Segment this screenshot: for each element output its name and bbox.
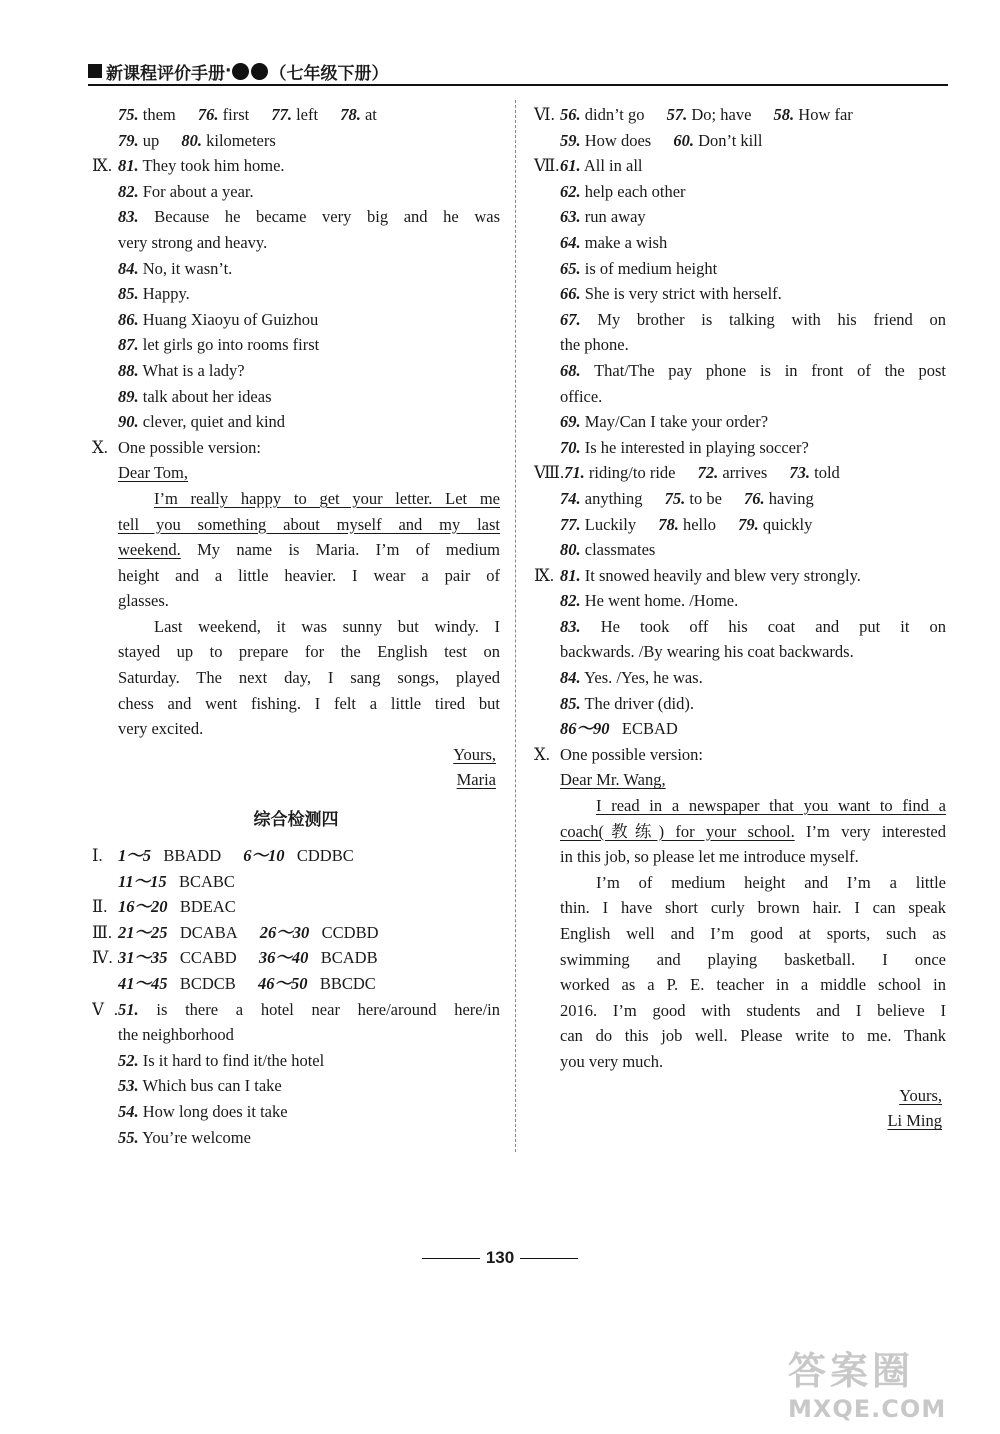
section-number: Ⅵ. [534,105,555,124]
answer-text: It snowed heavily and blew very strongly. [584,565,861,585]
letter-text: coach(教练) for your school. [560,821,795,841]
closing-text: Yours, [453,744,496,764]
question-number: 52. [118,1050,139,1070]
question-number: 53. [118,1076,139,1096]
question-number: 77. [560,514,581,534]
letter-line [92,691,500,717]
answer-text: Don’t kill [698,130,763,150]
question-number: 72. [697,463,719,483]
question-number: 70. [560,437,581,457]
question-range: 86～90 [560,719,610,739]
answer-line [92,971,500,997]
page-footer [0,1248,1000,1268]
letter-line [534,819,946,845]
left-column [92,102,500,1150]
letter-text: you very much. [560,1051,664,1071]
badge-icon [251,63,268,80]
letter-line [534,870,946,896]
answer-line [534,230,946,256]
answer-text: You’re welcome [142,1127,251,1147]
question-number: 56. [560,105,581,124]
question-number: 65. [560,258,581,278]
answer-line [534,691,946,717]
question-number: 60. [673,130,694,150]
question-number: 59. [560,130,581,150]
letter-text: stayed up to prepare for the English test on [118,642,500,662]
section-number: Ⅶ. [534,156,560,176]
answer-line [534,256,946,282]
answer-line [534,639,946,665]
section-title: 综合检测四 [253,810,339,831]
answer-text: May/Can I take your order? [584,412,769,432]
answer-line [534,588,946,614]
running-header [88,58,948,84]
answer-line [534,307,946,333]
answer-line [534,409,946,435]
answer-text: BCDCB [179,974,236,993]
answer-line [92,1048,500,1074]
answer-line [92,307,500,333]
answer-line [92,1022,500,1048]
letter-signature [534,1108,946,1134]
answer-text: up [142,130,160,150]
answer-text: BBCDC [319,974,376,993]
letter-text: swimming and playing basketball. I once [560,949,946,969]
question-range: 46～50 [257,974,308,993]
footer-ornament-left [422,1258,480,1259]
question-range: 11～15 [118,871,167,891]
letter-line [92,537,500,563]
answer-text: BCADB [320,948,378,968]
answer-text: at [364,105,377,124]
question-number: 86. [118,309,139,329]
letter-line [92,716,500,742]
section-number: Ⅷ. [534,463,565,483]
question-number: 76. [744,488,765,508]
section-number: Ⅳ. [92,948,113,968]
answer-text: arrives [722,463,768,483]
answer-line [534,179,946,205]
answer-text: CCDBD [321,922,379,942]
answer-text: the phone. [560,335,629,355]
answer-text: ECBAD [621,719,678,739]
letter-text: I’m really happy to get your letter. Let me [154,488,500,508]
question-number: 90. [118,412,139,432]
question-number: 79. [738,514,759,534]
answer-text: That/The pay phone is in front of the post [594,360,946,380]
question-number: 66. [560,284,581,304]
answer-line [534,512,946,538]
answer-line [92,843,500,869]
question-number: 89. [118,386,139,406]
letter-line [92,486,500,512]
answer-text: hello [682,514,716,534]
footer-ornament-right [520,1258,578,1259]
answer-text: All in all [583,156,643,176]
answer-line [92,920,500,946]
answer-text: Yes. /Yes, he was. [584,668,703,688]
section-number: Ⅲ. [92,922,113,942]
question-range: 16～20 [118,897,168,917]
answer-text: them [142,105,176,124]
letter-text: Saturday. The next day, I sang songs, played [118,668,500,688]
answer-text: The driver (did). [584,693,694,713]
question-number: 75. [118,105,139,124]
letter-closing [534,1083,946,1109]
answer-line [534,204,946,230]
answer-line [92,869,500,895]
answer-text: How does [584,130,652,150]
answer-text: What is a lady? [142,360,245,380]
answer-text: He took off his coat and put it on [600,616,946,636]
answer-text: to be [689,488,722,508]
question-number: 58. [773,105,795,124]
answer-text: very strong and heavy. [118,232,268,252]
book-title: 新课程评价手册 [106,63,225,84]
question-number: 64. [560,232,581,252]
answer-text: first [222,105,250,124]
letter-greeting [92,460,500,486]
letter-text: I read in a newspaper that you want to find a [596,796,946,816]
answer-text: make a wish [584,232,668,252]
letter-text: English well and I’m good at sports, such as [560,924,946,943]
answer-text: anything [584,488,643,508]
answer-text: BBADD [163,846,222,866]
letter-line [534,921,946,947]
letter-text: I’m of medium height and I’m a little [596,872,946,892]
answer-text: is of medium height [584,258,718,278]
answer-text: quickly [762,514,813,534]
question-number: 87. [118,335,139,355]
question-number: 67. [560,309,581,329]
question-number: 82. [118,181,139,201]
answer-text: Do; have [691,105,752,124]
question-number: 55. [118,1127,139,1147]
answer-line [534,128,946,154]
answer-line [92,409,500,435]
question-number: 75. [664,488,686,508]
question-range: 1～5 [118,846,151,866]
answer-text: For about a year. [142,181,254,201]
question-range: 31～35 [118,948,168,968]
answer-line [92,384,500,410]
answer-line [534,435,946,461]
letter-line [534,947,946,973]
section-number: Ⅹ. [92,437,108,457]
letter-text: worked as a P. E. teacher in a middle school in [560,975,946,995]
answer-text: DCABA [179,922,238,942]
right-column [534,102,946,1134]
letter-line [92,639,500,665]
section-number: Ⅰ. [92,846,103,866]
question-number: 68. [560,360,581,380]
answer-line [534,665,946,691]
letter-text: can do this job well. Please write to me. Thank [560,1026,946,1046]
question-number: 69. [560,412,581,432]
grade-label: （七年级下册） [269,63,389,84]
answer-line [534,716,946,742]
answer-line [92,332,500,358]
answer-line [92,281,500,307]
signature-text: Maria [456,770,496,790]
answer-line [534,742,946,768]
answer-line [534,358,946,384]
question-number: 83. [560,616,581,636]
header-dot: · [225,61,232,81]
answer-line [92,435,500,461]
answer-text: the neighborhood [118,1025,234,1045]
question-number: 76. [197,105,219,124]
greeting-text: Dear Tom, [118,463,189,483]
question-number: 84. [560,668,581,688]
closing-text: Yours, [899,1085,942,1105]
question-number: 62. [560,181,581,201]
section-number: Ⅹ. [534,744,550,764]
letter-line [534,1049,946,1075]
letter-line [92,665,500,691]
answer-line [534,486,946,512]
question-range: 36～40 [258,948,309,968]
letter-text: height and a little heavier. I wear a pair of [118,565,500,585]
answer-line [92,153,500,179]
answer-line [92,128,500,154]
answer-line [534,563,946,589]
answer-line [534,153,946,179]
letter-line [92,588,500,614]
question-number: 83. [118,207,139,227]
answer-line [92,204,500,230]
answer-text: BDEAC [179,897,236,917]
answer-line [92,894,500,920]
letter-text: weekend. [118,540,181,560]
badge-icon [232,63,249,80]
signature-text: Li Ming [887,1111,942,1131]
answer-text: didn’t go [584,105,645,124]
answer-line [534,102,946,128]
answer-text: Happy. [142,284,190,304]
question-number: 79. [118,130,139,150]
question-number: 63. [560,207,581,227]
question-range: 21～25 [118,922,168,942]
letter-line [534,1023,946,1049]
letter-closing [92,742,500,768]
letter-line [92,614,500,640]
answer-line [534,384,946,410]
column-divider [515,100,516,1152]
answer-text: CCABD [179,948,237,968]
answer-line [534,614,946,640]
letter-text: very excited. [118,719,204,739]
question-number: 61. [560,156,581,176]
question-range: 41～45 [118,974,168,993]
answer-line [92,102,500,128]
answer-text: run away [584,207,646,227]
letter-text: chess and went fishing. I felt a little tired but [118,693,500,713]
answer-text: having [768,488,814,508]
answer-text: let girls go into rooms first [142,335,320,355]
answer-text: CDDBC [296,846,354,866]
section-number: Ⅱ. [92,897,108,917]
answer-text: kilometers [206,130,276,150]
question-number: 80. [560,540,581,560]
answer-text: Is it hard to find it/the hotel [142,1050,325,1070]
letter-line [92,512,500,538]
question-number: 78. [340,105,361,124]
answer-line [92,358,500,384]
question-number: 85. [560,693,581,713]
question-number: 88. [118,360,139,380]
letter-text: I’m very interested [794,821,946,841]
answer-line [534,537,946,563]
section-number: Ⅴ. [92,999,118,1019]
question-number: 78. [658,514,679,534]
answer-text: Which bus can I take [142,1076,282,1096]
letter-line [534,998,946,1024]
letter-text: thin. I have short curly brown hair. I can speak [560,898,946,918]
question-number: 71. [564,463,585,483]
page-number: 130 [485,1248,515,1267]
question-number: 54. [118,1101,139,1121]
answer-text: She is very strict with herself. [584,284,782,304]
question-number: 84. [118,258,139,278]
section-number: Ⅸ. [92,156,113,176]
letter-line [534,895,946,921]
answer-text: They took him home. [142,156,285,176]
answer-text: Because he became very big and he was [154,207,500,227]
header-square-icon [88,64,102,78]
question-number: 51. [118,999,139,1019]
answer-line [92,945,500,971]
answer-text: Huang Xiaoyu of Guizhou [142,309,319,329]
greeting-text: Dear Mr. Wang, [560,770,666,790]
question-number: 80. [181,130,202,150]
question-range: 6～10 [243,846,285,866]
answer-line [534,281,946,307]
question-number: 57. [666,105,688,124]
watermark-text: 答案圈 [788,1349,915,1393]
answer-line [92,230,500,256]
question-number: 74. [560,488,581,508]
header-rule [88,84,948,86]
answer-text: clever, quiet and kind [142,412,286,432]
answer-text: He went home. /Home. [584,591,739,611]
answer-line [534,332,946,358]
question-number: 81. [118,156,139,176]
answer-line [92,1125,500,1151]
question-range: 26～30 [259,922,310,942]
answer-text: Luckily [584,514,637,534]
answer-text: No, it wasn’t. [142,258,233,278]
answer-text: Is he interested in playing soccer? [584,437,809,457]
letter-text: in this job, so please let me introduce myself. [560,847,859,867]
watermark-url: MXQE.COM [788,1395,947,1423]
answer-line [92,1073,500,1099]
letter-line [92,563,500,589]
answer-text: talk about her ideas [142,386,272,406]
answer-text: How long does it take [142,1101,288,1121]
answer-text: riding/to ride [588,463,676,483]
letter-signature [92,767,500,793]
version-label: One possible version: [118,437,261,457]
answer-text: help each other [584,181,686,201]
answer-text: told [814,463,840,483]
answer-text: backwards. /By wearing his coat backwards. [560,642,854,662]
letter-text: glasses. [118,591,169,611]
answer-text: BCABC [178,871,235,891]
letter-line [534,972,946,998]
watermark-logo [788,1340,988,1423]
letter-greeting [534,767,946,793]
letter-text: 2016. I’m good with students and I believe I [560,1000,946,1020]
section-number: Ⅸ. [534,565,555,585]
question-number: 73. [789,463,811,483]
version-label: One possible version: [560,744,703,764]
answer-line [92,1099,500,1125]
answer-line [92,256,500,282]
letter-line [534,844,946,870]
letter-text: tell you something about myself and my last [118,514,500,534]
answer-text: left [296,105,319,124]
answer-text: is there a hotel near here/around here/in [156,999,500,1019]
answer-text: How far [798,105,853,124]
answer-text: My brother is talking with his friend on [597,309,946,329]
question-number: 77. [271,105,292,124]
question-number: 81. [560,565,581,585]
question-number: 85. [118,284,139,304]
answer-text: classmates [584,540,656,560]
answer-line [92,179,500,205]
letter-text: My name is Maria. I’m of medium [180,540,500,560]
answer-line [92,997,500,1023]
question-number: 82. [560,591,581,611]
letter-line [534,793,946,819]
answer-line [534,460,946,486]
answer-text: office. [560,386,603,406]
letter-text: Last weekend, it was sunny but windy. I [154,616,500,636]
